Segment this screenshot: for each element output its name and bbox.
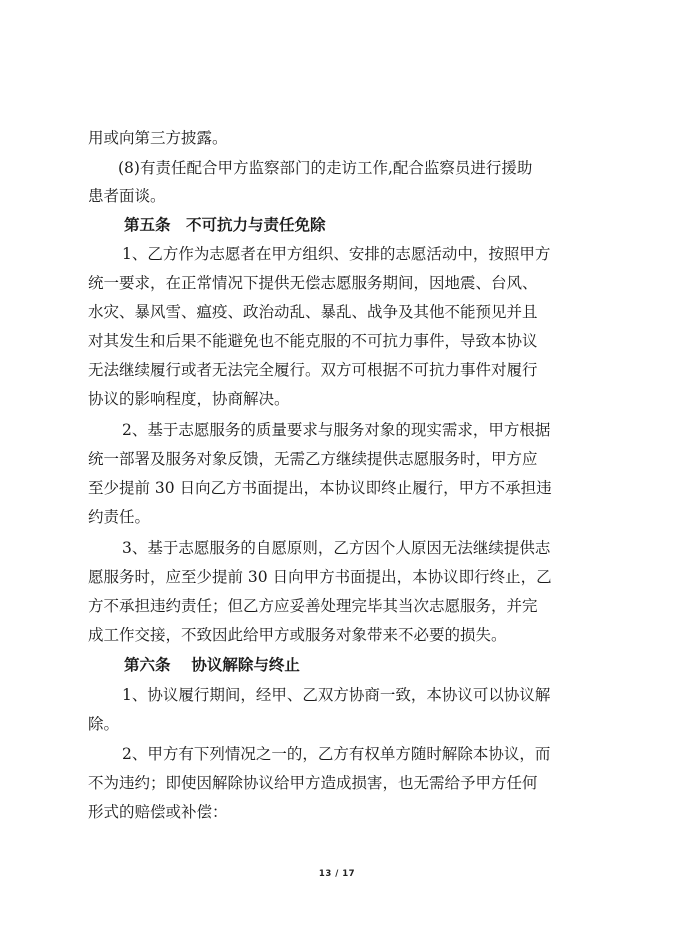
text-line: 统一部署及服务对象反馈，无需乙方继续提供志愿服务时，甲方应 — [88, 450, 538, 468]
text-line: 方不承担违约责任；但乙方应妥善处理完毕其当次志愿服务，并完 — [88, 597, 538, 615]
text-line: 对其发生和后果不能避免也不能克服的不可抗力事件，导致本协议 — [88, 332, 538, 350]
text-line: 成工作交接，不致因此给甲方或服务对象带来不必要的损失。 — [88, 626, 507, 644]
text-line: 患者面谈。 — [88, 187, 166, 205]
text-line: (8)有责任配合甲方监察部门的走访工作,配合监察员进行援助 — [118, 159, 533, 177]
text-line: 形式的赔偿或补偿： — [88, 803, 228, 821]
text-line: 2、甲方有下列情况之一的，乙方有权单方随时解除本协议，而 — [122, 745, 551, 763]
text-line: 协议的影响程度，协商解决。 — [88, 390, 290, 408]
text-line: 不为违约；即使因解除协议给甲方造成损害，也无需给予甲方任何 — [88, 774, 538, 792]
text-line: 1、乙方作为志愿者在甲方组织、安排的志愿活动中，按照甲方 — [122, 245, 551, 263]
text-line: 用或向第三方披露。 — [88, 129, 228, 147]
text-line: 除。 — [88, 715, 120, 733]
text-line: 3、基于志愿服务的自愿原则，乙方因个人原因无法继续提供志 — [122, 539, 551, 557]
text-line: 1、协议履行期间，经甲、乙双方协商一致，本协议可以协议解 — [122, 686, 551, 704]
text-line: 无法继续履行或者无法完全履行。双方可根据不可抗力事件对履行 — [88, 361, 538, 379]
text-line: 约责任。 — [88, 508, 151, 526]
text-line: 至少提前 30 日向乙方书面提出，本协议即终止履行，甲方不承担违 — [88, 479, 552, 497]
text-line: 2、基于志愿服务的质量要求与服务对象的现实需求，甲方根据 — [122, 421, 551, 439]
page-number: 13 / 17 — [318, 869, 356, 879]
section-heading: 第六条 协议解除与终止 — [124, 655, 300, 674]
text-line: 统一要求，在正常情况下提供无偿志愿服务期间，因地震、台风、 — [88, 274, 538, 292]
section-heading: 第五条 不可抗力与责任免除 — [124, 215, 326, 234]
text-line: 水灾、暴风雪、瘟疫、政治动乱、暴乱、战争及其他不能预见并且 — [88, 303, 538, 321]
text-line: 愿服务时，应至少提前 30 日向甲方书面提出，本协议即行终止，乙 — [88, 568, 552, 586]
